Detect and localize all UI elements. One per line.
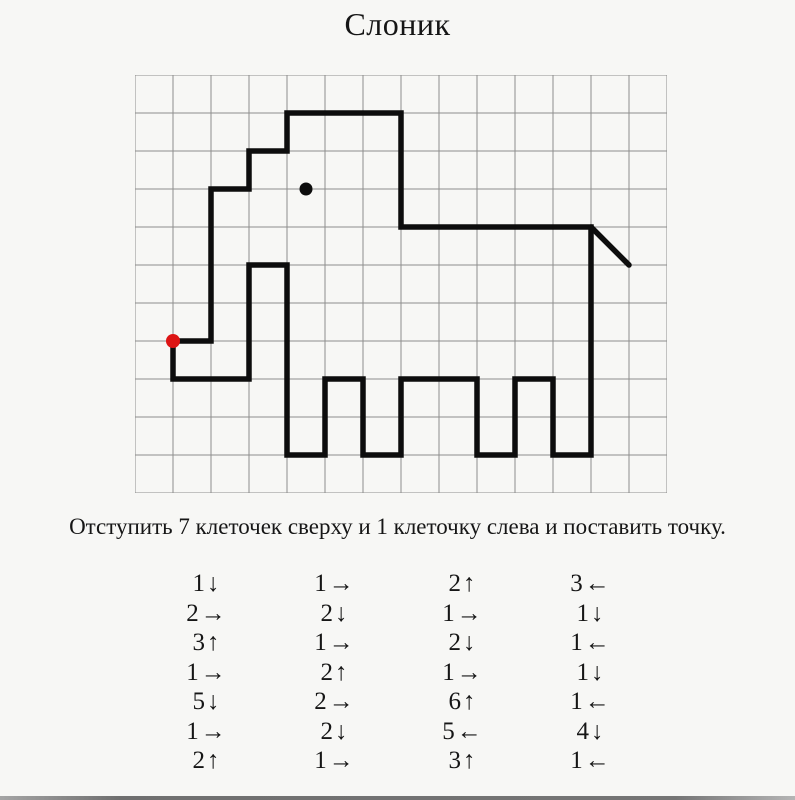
step-item: 5← <box>442 717 484 745</box>
step-item: 2↑ <box>448 570 478 597</box>
step-item: 1← <box>570 688 612 715</box>
steps-column-3 <box>399 569 527 776</box>
step-item: 1↓ <box>576 599 606 627</box>
step-item: 6↑ <box>448 688 478 715</box>
elephant-tail <box>591 227 629 265</box>
step-item: 2↑ <box>320 658 350 686</box>
steps-column-2 <box>271 569 399 776</box>
steps-column-4 <box>527 569 655 776</box>
step-item: 5↓ <box>192 688 222 715</box>
elephant-grid-figure <box>135 75 667 493</box>
step-item: 1→ <box>314 570 356 597</box>
step-item: 4↓ <box>576 717 606 745</box>
step-item: 1↓ <box>576 658 606 686</box>
step-item: 1→ <box>314 747 356 774</box>
step-item: 2↓ <box>320 717 350 745</box>
step-item: 1→ <box>442 658 484 686</box>
step-item: 3↑ <box>192 629 222 656</box>
step-item: 2↓ <box>320 599 350 627</box>
step-item: 1→ <box>442 599 484 627</box>
page-title: Слоник <box>344 6 451 42</box>
step-item: 2↓ <box>448 629 478 656</box>
step-item: 1← <box>570 747 612 774</box>
step-item: 3↑ <box>448 747 478 774</box>
steps-column-1 <box>143 569 271 776</box>
instruction-text: Отступить 7 клеточек сверху и 1 клеточку слева и поставить точку. <box>69 514 726 539</box>
steps-table <box>143 569 655 776</box>
dictation-grid <box>135 75 667 493</box>
scan-edge-line <box>0 796 795 800</box>
step-item: 1→ <box>314 629 356 656</box>
step-item: 1← <box>570 629 612 656</box>
start-point-dot <box>166 334 180 348</box>
step-item: 1→ <box>186 717 228 745</box>
step-item: 2→ <box>186 599 228 627</box>
step-item: 2↑ <box>192 747 222 774</box>
step-item: 2→ <box>314 688 356 715</box>
elephant-outline <box>173 113 591 455</box>
step-item: 1↓ <box>192 570 222 597</box>
step-item: 3← <box>570 570 612 597</box>
elephant-eye-dot <box>300 183 313 196</box>
step-item: 1→ <box>186 658 228 686</box>
